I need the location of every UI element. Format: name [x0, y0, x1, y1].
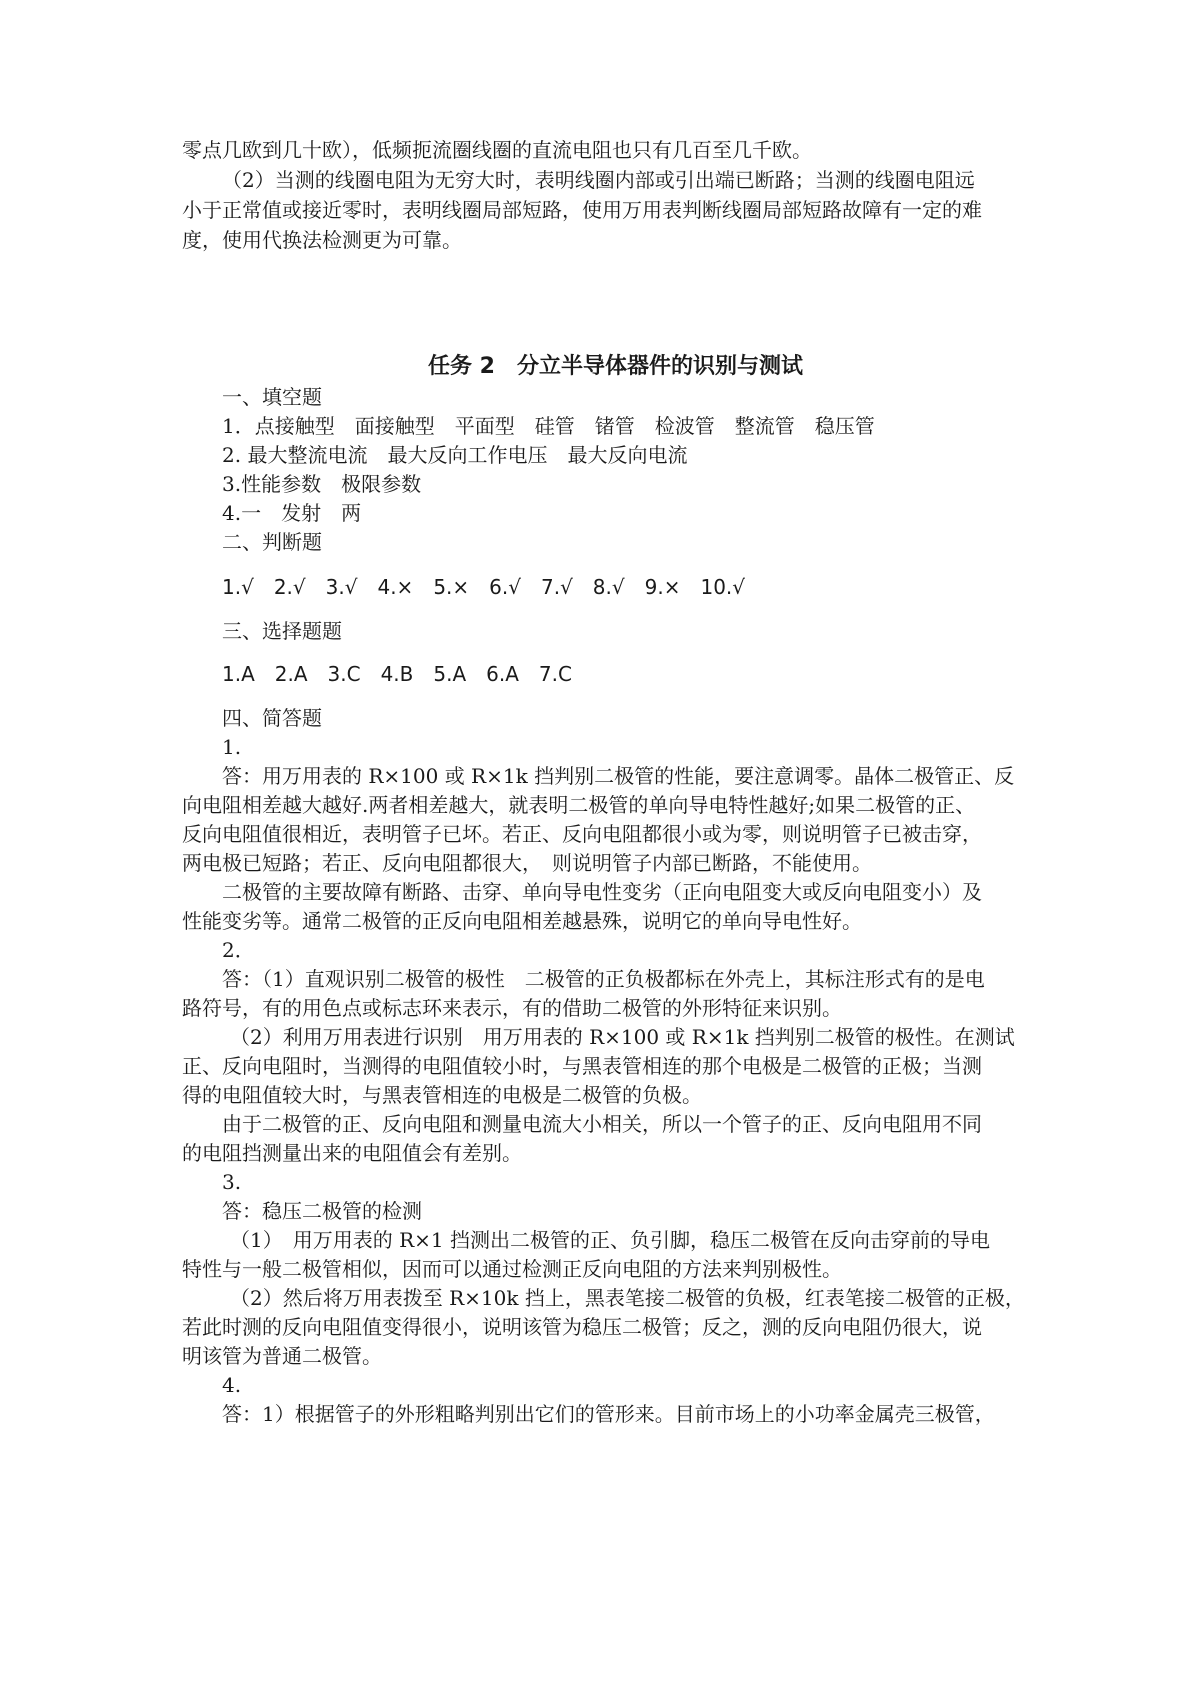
section-heading: 三、选择题题 [222, 619, 342, 643]
paragraph-line: （2）然后将万用表拨至 R×10k 挡上，黑表笔接二极管的负极，红表笔接二极管的正极， [230, 1286, 1025, 1310]
answer-line: 4.一 发射 两 [222, 501, 362, 525]
question-number: 3. [222, 1170, 242, 1194]
question-number: 4. [222, 1373, 242, 1397]
paragraph-line: 的电阻挡测量出来的电阻值会有差别。 [182, 1141, 522, 1165]
paragraph-line: 明该管为普通二极管。 [182, 1344, 382, 1368]
paragraph-line: 答：（1）直观识别二极管的极性 二极管的正负极都标在外壳上，其标注形式有的是电 [222, 967, 985, 991]
paragraph-line: 得的电阻值较大时，与黑表管相连的电极是二极管的负极。 [182, 1083, 702, 1107]
answer-line: 1．点接触型 面接触型 平面型 硅管 锗管 检波管 整流管 稳压管 [222, 414, 875, 438]
paragraph-line: 答：稳压二极管的检测 [222, 1199, 422, 1223]
question-number: 2． [222, 938, 255, 962]
paragraph-line: 性能变劣等。通常二极管的正反向电阻相差越悬殊，说明它的单向导电性好。 [182, 909, 862, 933]
section-heading: 一、填空题 [222, 385, 322, 409]
paragraph-line: 向电阻相差越大越好.两者相差越大，就表明二极管的单向导电特性越好;如果二极管的正、 [182, 793, 976, 817]
paragraph-line: 零点几欧到几十欧），低频扼流圈线圈的直流电阻也只有几百至几千欧。 [182, 138, 812, 162]
paragraph-line: 小于正常值或接近零时，表明线圈局部短路，使用万用表判断线圈局部短路故障有一定的难 [182, 198, 982, 222]
paragraph-line: 度，使用代换法检测更为可靠。 [182, 228, 462, 252]
paragraph-line: 若此时测的反向电阻值变得很小，说明该管为稳压二极管；反之，测的反向电阻仍很大，说 [182, 1315, 982, 1339]
section-heading: 四、简答题 [222, 706, 322, 730]
paragraph-line: （2）利用万用表进行识别 用万用表的 R×100 或 R×1k 挡判别二极管的极性。在测试 [230, 1025, 1015, 1049]
paragraph-line: 答：1）根据管子的外形粗略判别出它们的管形来。目前市场上的小功率金属壳三极管， [222, 1402, 995, 1426]
paragraph-line: 特性与一般二极管相似，因而可以通过检测正反向电阻的方法来判别极性。 [182, 1257, 842, 1281]
paragraph-line: 正、反向电阻时，当测得的电阻值较小时，与黑表管相连的那个电极是二极管的正极；当测 [182, 1054, 982, 1078]
paragraph-line: 路符号，有的用色点或标志环来表示，有的借助二极管的外形特征来识别。 [182, 996, 842, 1020]
paragraph-line: 答：用万用表的 R×100 或 R×1k 挡判别二极管的性能，要注意调零。晶体二极管正、反 [222, 764, 1015, 788]
paragraph-line: （2）当测的线圈电阻为无穷大时，表明线圈内部或引出端已断路；当测的线圈电阻远 [222, 168, 975, 192]
paragraph-line: 两电极已短路；若正、反向电阻都很大， 则说明管子内部已断路，不能使用。 [182, 851, 872, 875]
paragraph-line: 由于二极管的正、反向电阻和测量电流大小相关，所以一个管子的正、反向电阻用不同 [222, 1112, 982, 1136]
answer-line: 3.性能参数 极限参数 [222, 472, 422, 496]
answer-line: 1.√ 2.√ 3.√ 4.× 5.× 6.√ 7.√ 8.√ 9.× 10.√ [222, 575, 746, 599]
section-heading: 二、判断题 [222, 530, 322, 554]
paragraph-line: （1） 用万用表的 R×1 挡测出二极管的正、负引脚，稳压二极管在反向击穿前的导电 [230, 1228, 990, 1252]
paragraph-line: 反向电阻值很相近，表明管子已坏。若正、反向电阻都很小或为零，则说明管子已被击穿， [182, 822, 982, 846]
paragraph-line: 二极管的主要故障有断路、击穿、单向导电性变劣（正向电阻变大或反向电阻变小）及 [222, 880, 982, 904]
answer-line: 2. 最大整流电流 最大反向工作电压 最大反向电流 [222, 443, 688, 467]
section-title: 任务 2 分立半导体器件的识别与测试 [428, 354, 803, 379]
answer-line: 1.A 2.A 3.C 4.B 5.A 6.A 7.C [222, 662, 572, 686]
question-number: 1. [222, 735, 242, 759]
